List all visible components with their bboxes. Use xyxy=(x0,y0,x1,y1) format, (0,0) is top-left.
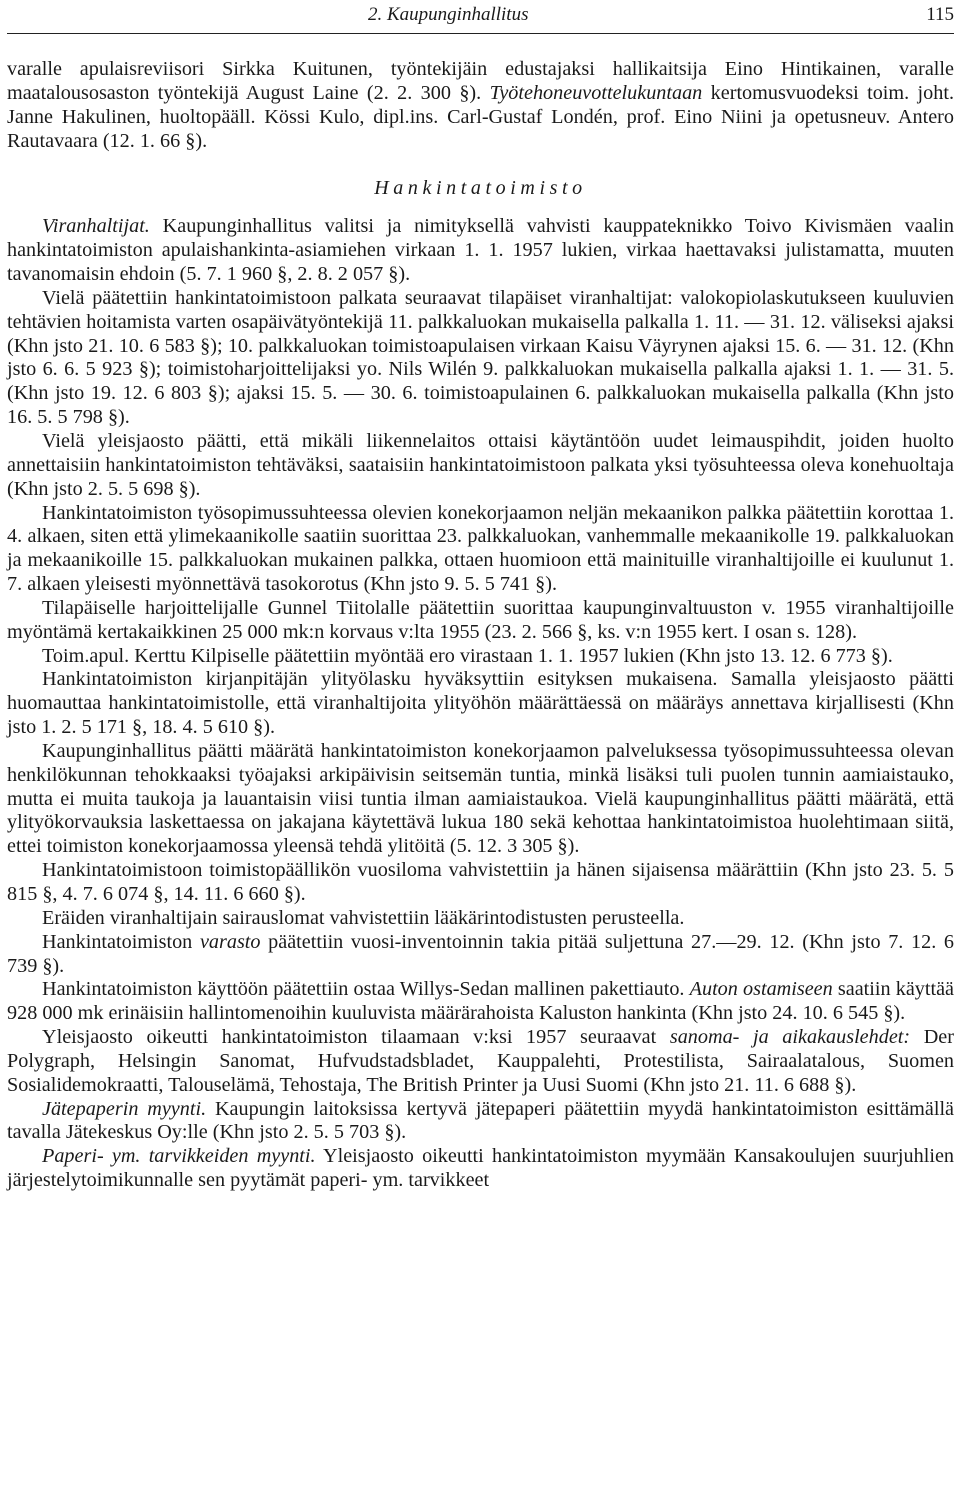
paragraph xyxy=(7,215,954,287)
text-run: Kaupunginhallitus valitsi ja nimityksellä vahvisti kauppateknikko Toivo Kivismäen vaalin hankintatoimiston apulaishankinta-asiamiehen virkaan 1. 1. 1957 lukien, virkaa haettavaksi julistamatta, muuten tavanomaisin ehdoin (5. 7. 1 960 §, 2. 8. 2 057 §). xyxy=(7,215,954,286)
paragraph: Vielä päätettiin hankintatoimistoon palkata seuraavat tilapäiset viranhaltijat: valokopiolaskutukseen kuuluvien tehtävien hoitamista varten osapäivätyöntekijä 11. palkkaluokan mukaisella palkalla 1. 11. — 31. 12. väliseksi ajaksi (Khn jsto 21. 10. 6 583 §); 10. palkkaluokan toimistoapulaisen virkaan Kaisu Väyrynen ajaksi 15. 6. — 31. 12. (Khn jsto 6. 6. 5 923 §); toimistoharjoittelijaksi yo. Nils Wilén 9. palkkaluokan mukaisella palkalla ajaksi 1. 1. — 31. 5. (Khn jsto 19. 12. 6 803 §); ajaksi 15. 5. — 30. 6. toimistoapulainen 6. palkkaluokan mukaisella palkalla (Khn jsto 16. 5. 5 798 §). xyxy=(7,286,954,429)
paragraph xyxy=(7,978,954,1026)
italic-term: Viranhaltijat. xyxy=(42,215,150,238)
section-heading: Hankintatoimisto xyxy=(374,177,587,200)
text-run: saatiin käyttää 928 000 mk erinäisiin hallintomenoihin kuuluvista määrärahoista Kaluston hankinta (Khn jsto 24. 10. 6 545 §). xyxy=(7,978,955,1025)
paragraph xyxy=(7,1026,954,1098)
paragraph xyxy=(7,1145,954,1193)
text-run: päätettiin vuosi-inventoinnin takia pitää suljettuna 27.—29. 12. (Khn jsto 7. 12. 6 739 §). xyxy=(7,930,954,977)
header-rule xyxy=(7,33,954,34)
paragraph: Toim.apul. Kerttu Kilpiselle päätettiin myöntää ero virastaan 1. 1. 1957 lukien (Khn jsto 13. 12. 6 773 §). xyxy=(42,644,893,667)
italic-term: varasto xyxy=(199,930,261,953)
paragraph: Hankintatoimiston kirjanpitäjän ylityölasku hyväksyttiin esityksen mukaisena. Samalla yleisjaosto päätti huomauttaa hankintatoimistolle, että viranhaltijoita ylityöhön määrättäessä on määräys annettava kirjallisesti (Khn jsto 1. 2. 5 171 §, 18. 4. 5 610 §). xyxy=(7,668,954,739)
text-run: kertomusvuodeksi toim. joht. Janne Hakulinen, huoltopääll. Kössi Kulo, dipl.ins. Carl-Gustaf Londén, prof. Eino Niini ja opetusneuv. Antero Rautavaara (12. 1. 66 §). xyxy=(7,81,954,152)
italic-term: Työtehoneuvottelukuntaan xyxy=(489,81,703,104)
paragraph: Tilapäiselle harjoittelijalle Gunnel Tiitolalle päätettiin suorittaa kaupunginvaltuuston v. 1955 viranhaltijoille myöntämä kertakaikkinen 25 000 mk:n korvaus v:lta 1955 (23. 2. 566 §, ks. v:n 1955 kert. I osan s. 128). xyxy=(7,596,954,643)
text-run: Der Polygraph, Helsingin Sanomat, Hufvudstadsbladet, Kauppalehti, Protestilista, Sairaalatalous, Suomen Sosialidemokraatti, Talouselämä, Tehostaja, The British Printer ja Uusi Suomi (Khn jsto 21. 11. 6 688 §). xyxy=(7,1026,954,1096)
text-run: Hankintatoimiston käyttöön päätettiin ostaa Willys-Sedan mallinen pakettiauto. xyxy=(42,978,690,1001)
paragraph xyxy=(7,931,954,979)
paragraph xyxy=(7,58,954,153)
section-title: 2. Kaupunginhallitus xyxy=(368,4,529,25)
text-run: Yleisjaosto oikeutti hankintatoimiston myymään Kansakoulujen suurjuhlien järjestelytoimikunnalle sen pyytämät paperi- ym. tarvikkeet xyxy=(7,1145,955,1192)
text-run: varalle apulaisreviisori Sirkka Kuitunen, työntekijäin edustajaksi hallikaitsija Eino Hintikainen, varalle maatalousosaston työntekijä August Laine (2. 2. 300 §). xyxy=(7,58,954,104)
text-run: Hankintatoimiston xyxy=(42,930,200,953)
italic-term: Paperi- ym. tarvikkeiden myynti. xyxy=(42,1145,316,1168)
text-run: Yleisjaosto oikeutti hankintatoimiston tilaamaan v:ksi 1957 seuraavat xyxy=(42,1026,670,1049)
text-run: Kaupungin laitoksissa kertyvä jätepaperi päätettiin myydä hankintatoimiston esittämällä tavalla Jätekeskus Oy:lle (Khn jsto 2. 5. 5 703 §). xyxy=(7,1097,955,1144)
paragraph: Kaupunginhallitus päätti määrätä hankintatoimiston konekorjaamon palveluksessa työsopimussuhteessa olevan henkilökunnan tehokkaaksi työajaksi arkipäivisin seitsemän tuntia, minkä lisäksi tuli puolen tunnin aamiaistauko, mutta ei muita taukoja ja lauantaisin viisi tuntia ilman aamiaistaukoa. Vielä kaupunginhallitus päätti määrätä, että ylityökorvauksia laskettaessa on jakajana käytettävä lukua 180 sekä kehottaa hankintatoimistoa huolehtimaan siitä, ettei toimiston konekorjaamossa yleensä tehdä ylitöitä (5. 12. 3 305 §). xyxy=(7,739,954,858)
italic-term: Jätepaperin myynti. xyxy=(42,1097,207,1120)
page-number: 115 xyxy=(926,4,954,25)
paragraph: Hankintatoimistoon toimistopäällikön vuosiloma vahvistettiin ja hänen sijaisensa määrättiin (Khn jsto 23. 5. 5 815 §, 4. 7. 6 074 §, 14. 11. 6 660 §). xyxy=(7,859,954,905)
paragraph: Eräiden viranhaltijain sairauslomat vahvistettiin lääkärintodistusten perusteella. xyxy=(42,906,685,929)
paragraph: Vielä yleisjaosto päätti, että mikäli liikennelaitos ottaisi käytäntöön uudet leimauspihdit, joiden huolto annettaisiin hankintatoimiston tehtäväksi, saataisiin hankintatoimistoon palkata yksi työsuhteessa oleva konehuoltaja (Khn jsto 2. 5. 5 698 §). xyxy=(7,429,954,500)
running-header xyxy=(0,2,960,30)
page-body xyxy=(7,58,954,1193)
paragraph: Hankintatoimiston työsopimussuhteessa olevien konekorjaamon neljän mekaanikon palkka päätettiin korottaa 1. 4. alkaen, siten että ylimekaanikolle saatiin suorittaa 23. palkkaluokan, vanhemmalle mekaanikolle 19. palkkaluokan ja mekaanikoille 15. palkkaluokan mukainen palkka, ottaen huomioon että mainituille viranhaltijoille ei kuulunut 1. 7. alkaen yleisesti myönnettävä tasokorotus (Khn jsto 9. 5. 5 741 §). xyxy=(7,501,954,596)
italic-term: sanoma- ja aikakauslehdet: xyxy=(669,1026,911,1049)
italic-term: Auton ostamiseen xyxy=(689,978,833,1001)
paragraph xyxy=(7,1098,954,1146)
